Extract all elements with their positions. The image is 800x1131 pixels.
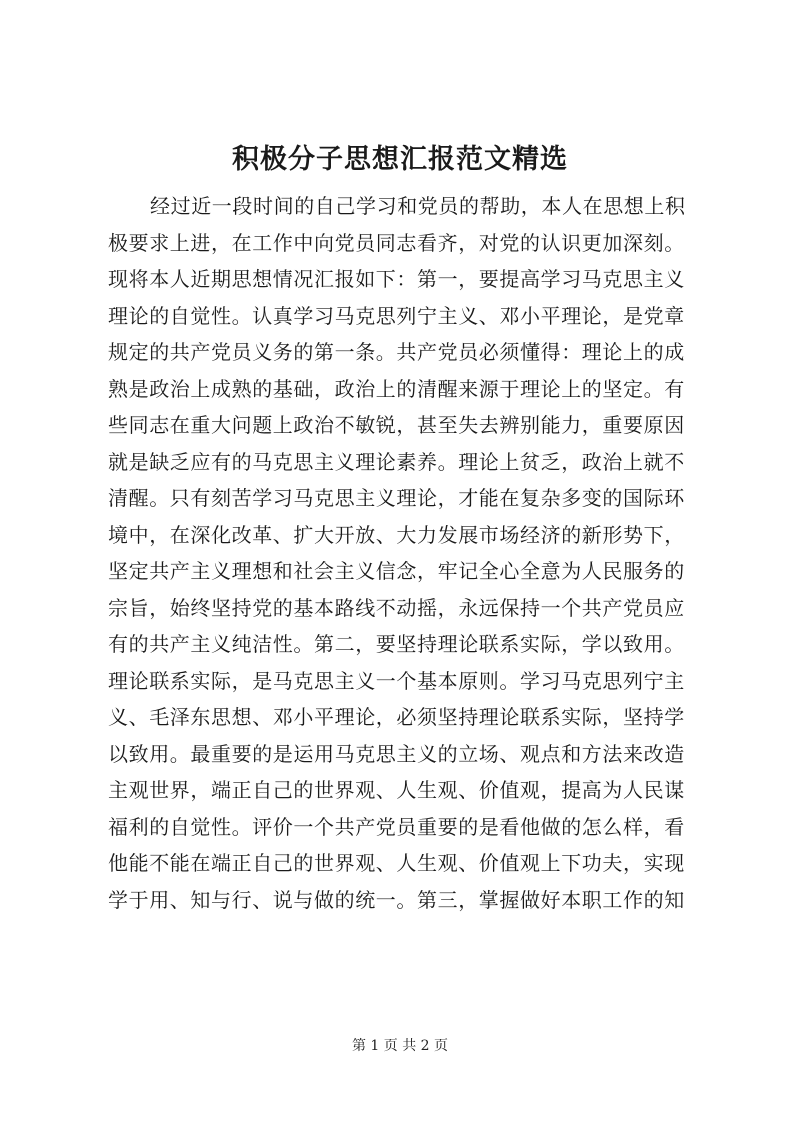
body-line: 经过近一段时间的自己学习和党员的帮助，本人在思想上积 <box>150 194 686 218</box>
body-line: 清醒。只有刻苦学习马克思主义理论，才能在复杂多变的国际环 <box>108 486 685 510</box>
body-line: 福利的自觉性。评价一个共产党员重要的是看他做的怎么样，看 <box>108 814 685 839</box>
body-line: 主观世界，端正自己的世界观、人生观、价值观，提高为人民谋 <box>108 778 685 802</box>
document-title: 积极分子思想汇报范文精选 <box>232 144 568 175</box>
body-line: 境中，在深化改革、扩大开放、大力发展市场经济的新形势下， <box>108 522 685 547</box>
body-line: 坚定共产主义理想和社会主义信念，牢记全心全意为人民服务的 <box>108 559 685 583</box>
body-line: 义、毛泽东思想、邓小平理论，必须坚持理论联系实际，坚持学 <box>108 705 685 729</box>
body-line: 理论的自觉性。认真学习马克思列宁主义、邓小平理论，是党章 <box>108 303 685 328</box>
body-line: 他能不能在端正自己的世界观、人生观、价值观上下功夫，实现 <box>108 851 685 875</box>
body-line: 有的共产主义纯洁性。第二，要坚持理论联系实际，学以致用。 <box>108 632 685 656</box>
page-number-footer: 第 1 页 共 2 页 <box>351 1038 449 1054</box>
body-line: 就是缺乏应有的马克思主义理论素养。理论上贫乏，政治上就不 <box>108 449 685 474</box>
body-line: 规定的共产党员义务的第一条。共产党员必须懂得：理论上的成 <box>108 340 685 364</box>
body-line: 以致用。最重要的是运用马克思主义的立场、观点和方法来改造 <box>108 741 685 766</box>
body-line: 熟是政治上成熟的基础，政治上的清醒来源于理论上的坚定。有 <box>108 376 685 401</box>
body-line: 理论联系实际，是马克思主义一个基本原则。学习马克思列宁主 <box>108 668 685 693</box>
body-line: 极要求上进，在工作中向党员同志看齐，对党的认识更加深刻。 <box>108 230 685 255</box>
document-body <box>108 188 718 918</box>
body-line: 学于用、知与行、说与做的统一。第三，掌握做好本职工作的知 <box>108 887 685 912</box>
body-line: 现将本人近期思想情况汇报如下：第一，要提高学习马克思主义 <box>108 267 685 291</box>
body-line: 些同志在重大问题上政治不敏锐，甚至失去辨别能力，重要原因 <box>108 413 685 437</box>
body-line: 宗旨，始终坚持党的基本路线不动摇，永远保持一个共产党员应 <box>108 595 685 620</box>
